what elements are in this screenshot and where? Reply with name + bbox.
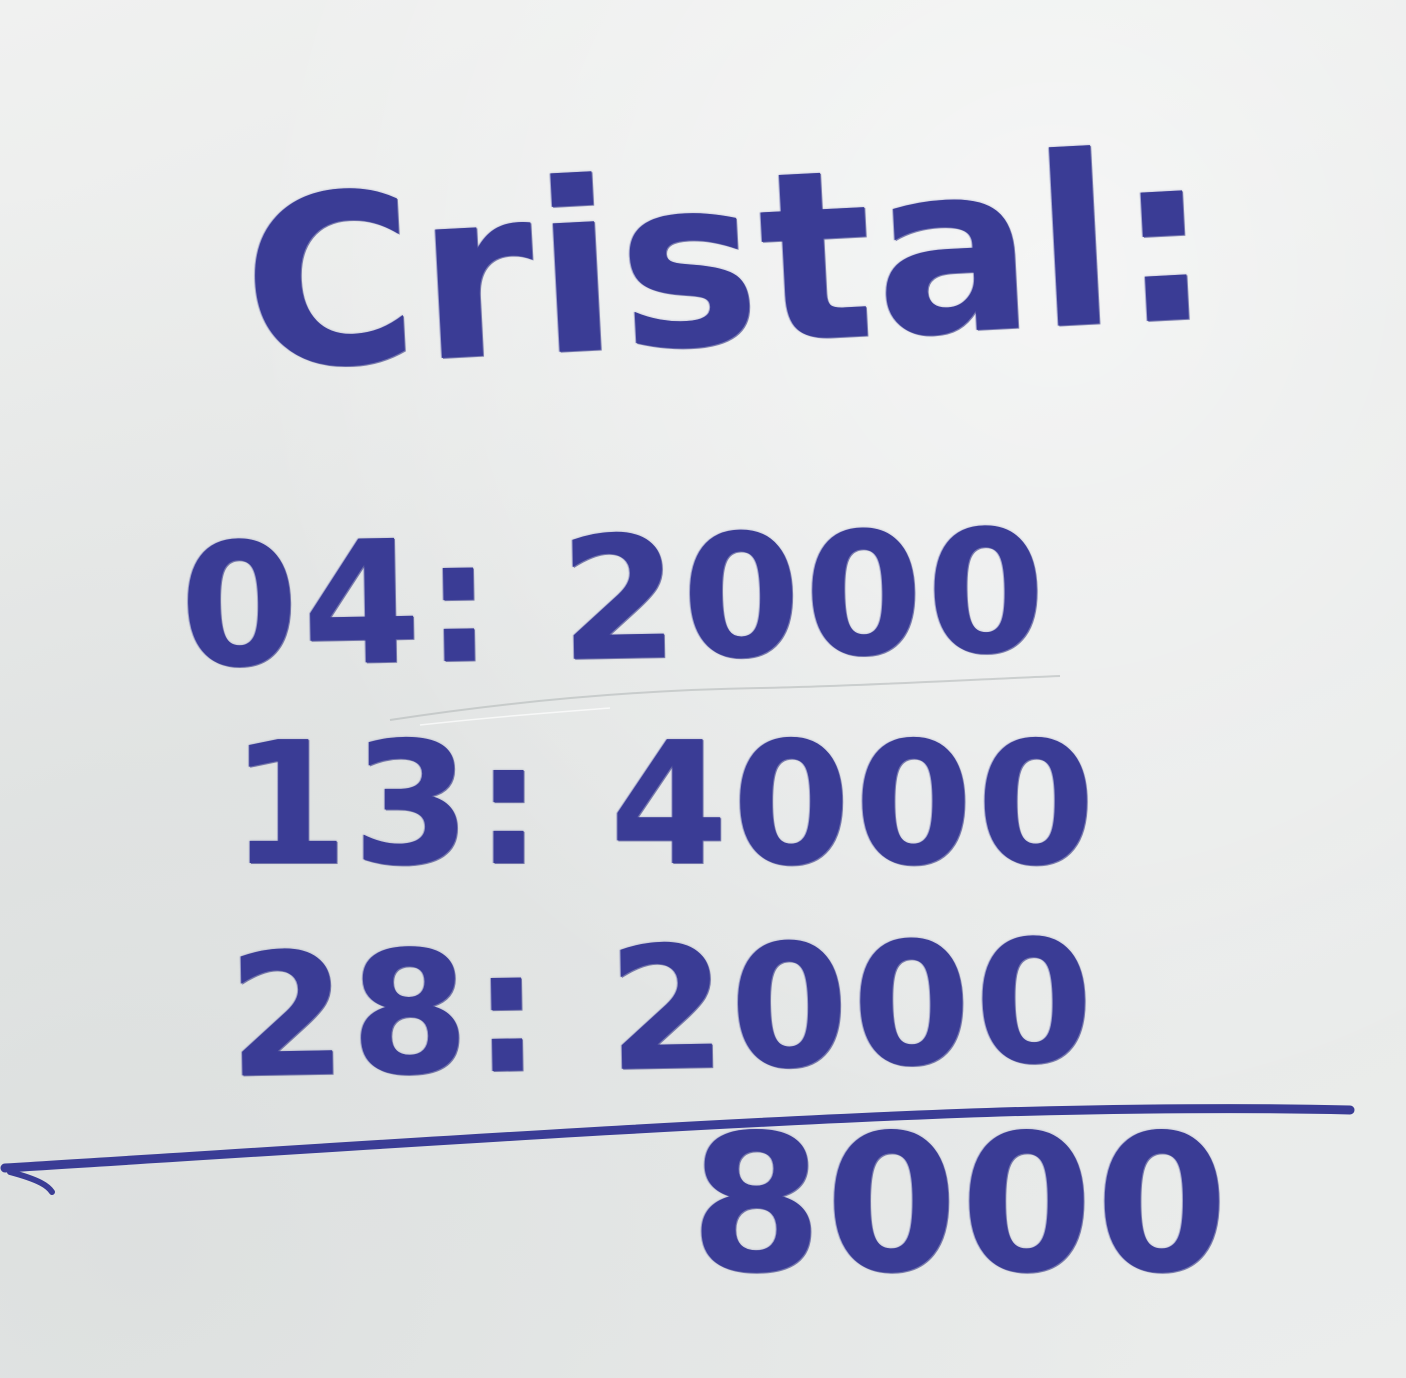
note-line-13: 13: 4000 (230, 706, 1099, 904)
note-line-28: 28: 2000 (226, 903, 1099, 1117)
note-line-04: 04: 2000 (178, 493, 1051, 707)
note-title: Cristal: (236, 100, 1220, 424)
note-total: 8000 (690, 1094, 1231, 1315)
